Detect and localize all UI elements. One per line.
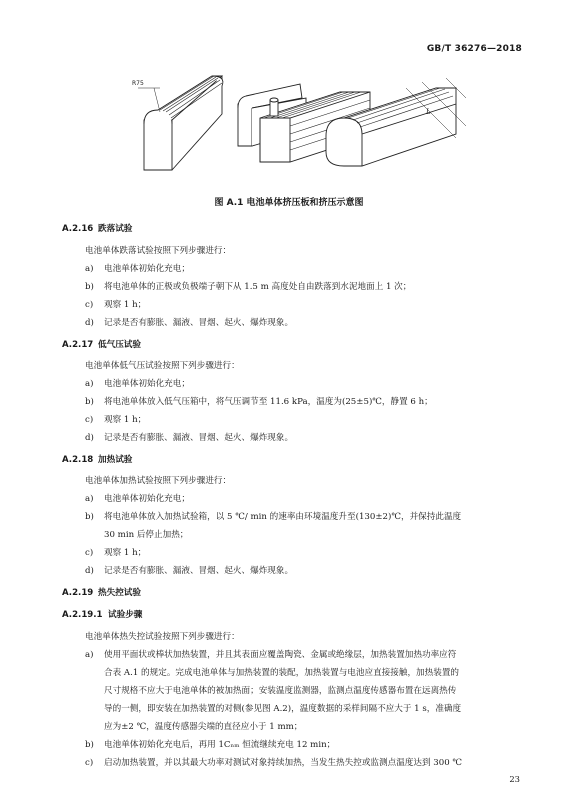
list-item: d) 记录是否有膨胀、漏液、冒烟、起火、爆炸现象。 [85, 318, 294, 328]
list-item: b) 将电池单体放入加热试验箱，以 5 ℃/ min 的速率由环境温度升至(130±2)℃，并保持此温度 [85, 512, 462, 522]
section-number: A.2.17 [62, 340, 94, 350]
section-number: A.2.18 [62, 455, 94, 465]
list-item: a) 电池单体初始化充电； [85, 264, 190, 274]
list-item: d) 记录是否有膨胀、漏液、冒烟、起火、爆炸现象。 [85, 433, 294, 443]
section-number: A.2.19 [62, 588, 94, 598]
list-item: c) 观察 1 h； [85, 548, 147, 558]
section-heading-a219 [62, 586, 141, 598]
figure-a1-illustration [130, 74, 470, 184]
section-title: 试验步骤 [108, 610, 143, 620]
list-item: c) 启动加热装置，并以其最大功率对测试对象持续加热，当发生热失控或监测点温度达到 300 ℃ [85, 758, 463, 768]
section-number: A.2.19.1 [62, 610, 103, 620]
section-title: 跌落试验 [98, 224, 133, 234]
section-heading-a216 [62, 222, 132, 234]
section-intro: 电池单体低气压试验按照下列步骤进行： [85, 361, 240, 371]
section-intro: 电池单体热失控试验按照下列步骤进行： [85, 632, 240, 642]
list-item: b) 将电池单体的正极或负极端子朝下从 1.5 m 高度处自由跌落到水泥地面上 1 次； [85, 282, 412, 292]
list-item: d) 记录是否有膨胀、漏液、冒烟、起火、爆炸现象。 [85, 566, 294, 576]
list-item: a) 使用平面状或棒状加热装置，并且其表面应覆盖陶瓷、金属或绝缘层，加热装置加热功率应符 [85, 650, 457, 660]
figure-label-r75: R75 [132, 80, 144, 87]
section-heading-a2191 [62, 608, 142, 620]
list-item-continuation: 尺寸规格不应大于电池单体的被加热面；安装温度监测器，监测点温度传感器布置在远离热传 [104, 686, 457, 696]
section-intro: 电池单体加热试验按照下列步骤进行： [85, 476, 232, 486]
section-title: 加热试验 [98, 455, 133, 465]
list-item-continuation: 30 min 后停止加热； [104, 530, 189, 540]
list-item: c) 观察 1 h； [85, 415, 147, 425]
standard-number: GB/T 36276—2018 [426, 44, 522, 54]
list-item: b) 将电池单体放入低气压箱中，将气压调节至 11.6 kPa，温度为(25±5)℃，静置 6 h； [85, 397, 433, 407]
list-item-continuation: 导的一侧，即安装在加热装置的对侧(参见图 A.2)，温度数据的采样间隔不应大于 1 s，准确度 [104, 704, 462, 714]
list-item: b) 电池单体初始化充电后，再用 1Cₙₘ 恒流继续充电 12 min； [85, 740, 336, 750]
figure-caption: 图 A.1 电池单体挤压板和挤压示意图 [214, 198, 364, 208]
section-title: 低气压试验 [98, 340, 141, 350]
list-item: a) 电池单体初始化充电； [85, 379, 190, 389]
list-item: a) 电池单体初始化充电； [85, 494, 190, 504]
list-item-continuation: 合表 A.1 的规定。完成电池单体与加热装置的装配，加热装置与电池应直接接触，加热装置的 [104, 668, 460, 678]
section-number: A.2.16 [62, 224, 94, 234]
section-heading-a217 [62, 338, 141, 350]
list-item: c) 观察 1 h； [85, 300, 147, 310]
figure-label-l: L [426, 108, 431, 116]
section-heading-a218 [62, 453, 132, 465]
page-number: 23 [509, 774, 520, 784]
section-title: 热失控试验 [98, 588, 141, 598]
list-item-continuation: 应为±2 ℃，温度传感器尖端的直径应小于 1 mm； [104, 722, 303, 732]
section-intro: 电池单体跌落试验按照下列步骤进行： [85, 246, 232, 256]
